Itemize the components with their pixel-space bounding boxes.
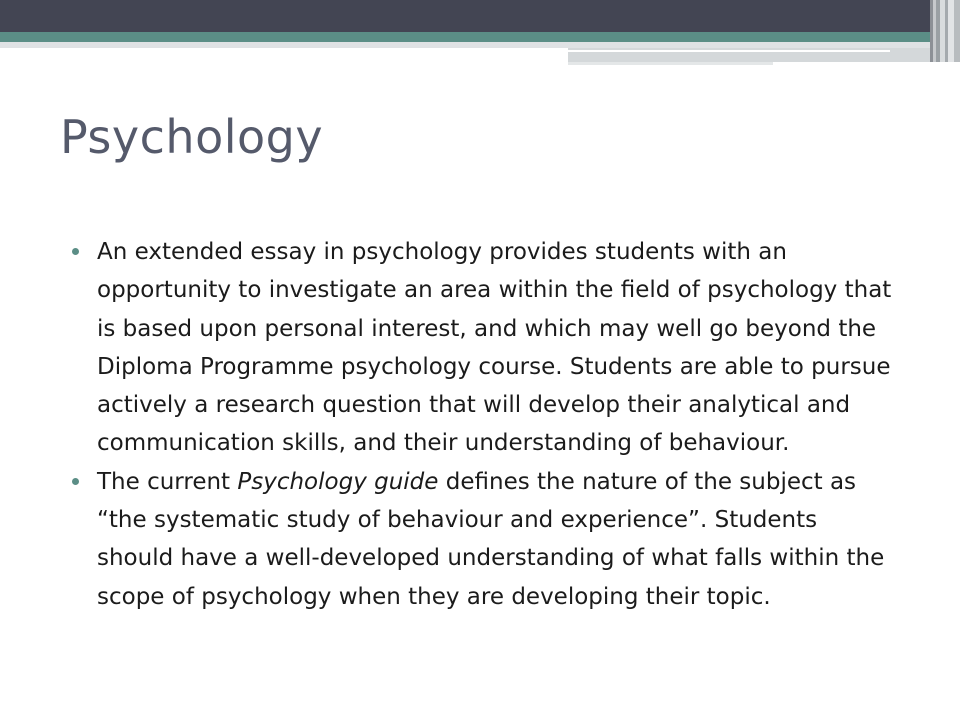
edge-stripe xyxy=(954,0,960,62)
bullet-text: An extended essay in psychology provides students with an opportunity to investigate an area within the field of psychology that is based upon personal interest, and which may well go beyond the Diploma Programme psychology course. Students are able to pursue actively a research question that will develop their analytical and communication skills, and their understanding of behaviour. xyxy=(97,239,892,457)
slide-title: Psychology xyxy=(60,110,324,164)
guide-title-italic: Psychology guide xyxy=(237,468,439,495)
bullet-list xyxy=(72,233,892,616)
bullet-dot-icon xyxy=(72,248,79,255)
bullet-item xyxy=(72,233,892,463)
header-light-bar-short xyxy=(568,62,773,65)
header-dark-bar xyxy=(0,0,930,32)
bullet-item xyxy=(72,463,892,616)
bullet-text-prefix: The current xyxy=(97,468,238,495)
header-accent-bar xyxy=(0,32,930,42)
bullet-text-suffix: defines the nature of the subject as “the systematic study of behaviour and experience”. Students should have a well-developed understanding of what falls within the scope of psychology when they are developing their topic. xyxy=(97,468,885,610)
header-divider-line xyxy=(568,50,890,52)
bullet-dot-icon xyxy=(72,478,79,485)
